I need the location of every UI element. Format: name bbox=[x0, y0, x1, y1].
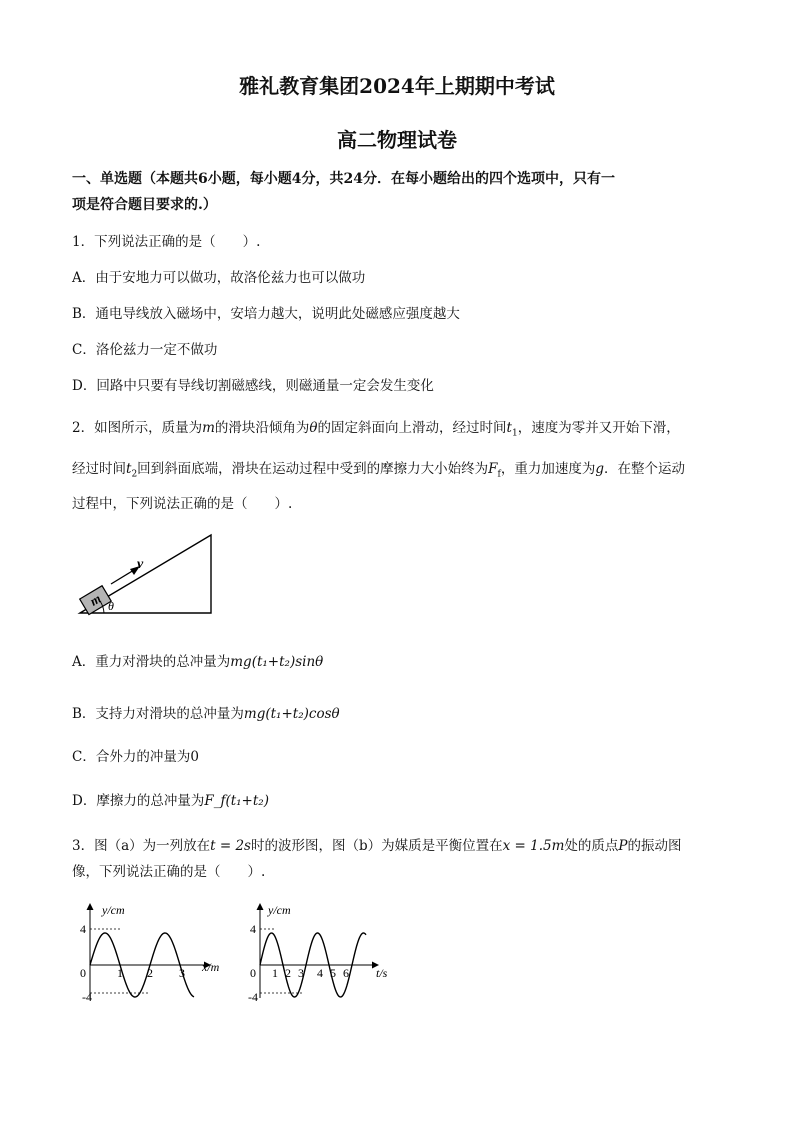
q2-stem-line3: 过程中，下列说法正确的是（ ）. bbox=[72, 496, 293, 512]
graph-b-xtick-4: 4 bbox=[317, 966, 323, 980]
graph-b-xtick-1: 1 bbox=[272, 966, 278, 980]
q3-stem-line2: 像，下列说法正确的是（ ）. bbox=[72, 864, 266, 880]
q1-stem: 1．下列说法正确的是（ ）. bbox=[72, 234, 261, 250]
q2-option-a: A．重力对滑块的总冲量为mg(t₁+t₂)sinθ bbox=[72, 654, 324, 670]
section-heading-line2: 项是符合题目要求的.） bbox=[72, 197, 217, 213]
q1-option-c: C．洛伦兹力一定不做功 bbox=[72, 342, 218, 358]
graph-a-xtick-0: 0 bbox=[80, 966, 86, 980]
wave-graph-b bbox=[238, 896, 398, 1008]
graph-b-ytick-pos: 4 bbox=[250, 922, 256, 936]
section-heading-line1: 一、单选题（本题共6小题，每小题4分，共24分．在每小题给出的四个选项中，只有一 bbox=[72, 171, 615, 187]
graph-b-xtick-6: 6 bbox=[343, 966, 349, 980]
graph-b-xtick-2: 2 bbox=[285, 966, 291, 980]
angle-label: θ bbox=[108, 599, 114, 613]
wave-graph-a bbox=[72, 896, 232, 1008]
graph-a-ytick-neg: -4 bbox=[82, 990, 92, 1004]
graph-a-ylabel: y/cm bbox=[102, 903, 125, 917]
graph-a-xtick-1: 1 bbox=[117, 966, 123, 980]
graph-b-xtick-0: 0 bbox=[250, 966, 256, 980]
graph-a-xtick-3: 3 bbox=[179, 966, 185, 980]
exam-subtitle: 高二物理试卷 bbox=[337, 128, 457, 152]
graph-b-xtick-5: 5 bbox=[330, 966, 336, 980]
velocity-arrow bbox=[111, 570, 134, 584]
exam-title: 雅礼教育集团2024年上期期中考试 bbox=[239, 74, 555, 98]
graph-b-xlabel: t/s bbox=[376, 966, 388, 980]
block-label: m bbox=[87, 590, 104, 609]
graph-b-ytick-neg: -4 bbox=[248, 990, 258, 1004]
q1-option-b: B．通电导线放入磁场中，安培力越大，说明此处磁感应强度越大 bbox=[72, 306, 460, 322]
q2-option-c: C．合外力的冲量为0 bbox=[72, 749, 199, 765]
incline-figure bbox=[72, 528, 222, 620]
q2-stem-line1: 2．如图所示，质量为m的滑块沿倾角为θ的固定斜面向上滑动，经过时间$t_1$，速度为零并又开始下滑， bbox=[72, 420, 680, 439]
q1-option-d: D．回路中只要有导线切割磁感线，则磁通量一定会发生变化 bbox=[72, 378, 434, 394]
velocity-label: v bbox=[137, 557, 144, 572]
graph-a-ytick-pos: 4 bbox=[80, 922, 86, 936]
q1-option-a: A．由于安地力可以做功，故洛伦兹力也可以做功 bbox=[72, 270, 366, 286]
q3-stem-line1: 3．图（a）为一列放在t = 2s时的波形图，图（b）为媒质是平衡位置在x = 1.5m处的质点P的振动图 bbox=[72, 838, 682, 854]
graph-a-xlabel: x/m bbox=[202, 960, 220, 974]
graph-b-ylabel: y/cm bbox=[268, 903, 291, 917]
graph-a-xtick-2: 2 bbox=[147, 966, 153, 980]
q2-stem-line2: 经过时间$t_2$回到斜面底端，滑块在运动过程中受到的摩擦力大小始终为$F_f$，重力加速度为g．在整个运动 bbox=[72, 461, 686, 480]
q2-option-d: D．摩擦力的总冲量为F_f(t₁+t₂) bbox=[72, 793, 269, 809]
graph-b-xtick-3: 3 bbox=[298, 966, 304, 980]
q2-option-b: B．支持力对滑块的总冲量为mg(t₁+t₂)cosθ bbox=[72, 706, 340, 722]
